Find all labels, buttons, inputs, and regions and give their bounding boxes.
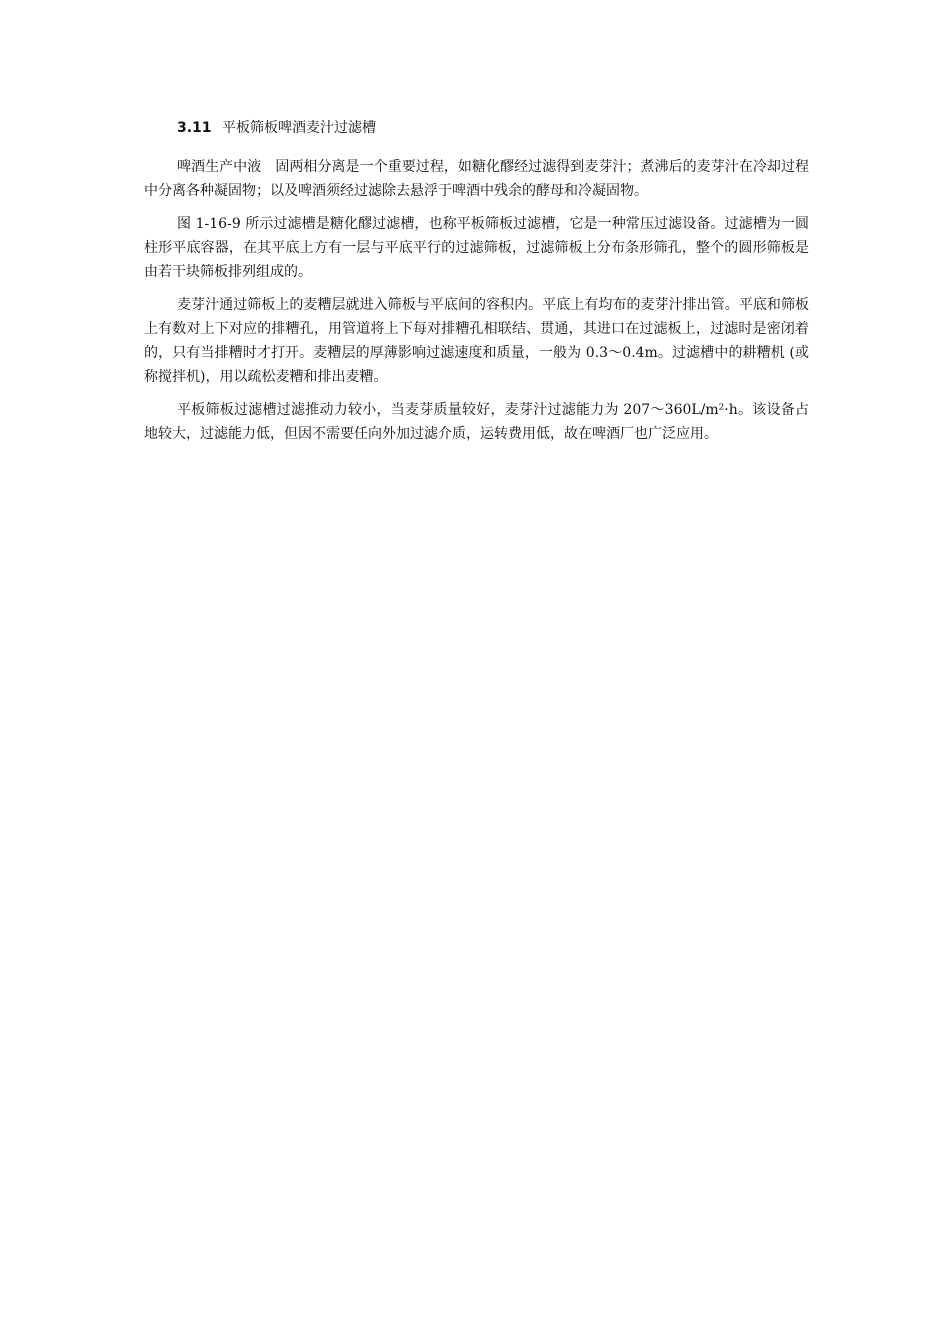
section-number: 3.11 — [177, 120, 212, 136]
paragraph-filter-tank-description: 图 1-16-9 所示过滤槽是糖化醪过滤槽，也称平板筛板过滤槽，它是一种常压过滤设备。过滤槽为一圆柱形平底容器，在其平底上方有一层与平底平行的过滤筛板，过滤筛板上分布条形筛孔，整个的圆形筛板是由若干块筛板排列组成的。 — [144, 216, 809, 280]
paragraph-capacity-and-application: 平板筛板过滤槽过滤推动力较小，当麦芽质量较好，麦芽汁过滤能力为 207～360L/m²·h。该设备占地较大，过滤能力低，但因不需要任向外加过滤介质，运转费用低，故在啤酒厂也广泛应用。 — [144, 402, 809, 442]
section-heading — [144, 117, 809, 139]
paragraph-separation-intro: 啤酒生产中液 固两相分离是一个重要过程，如糖化醪经过滤得到麦芽汁；煮沸后的麦芽汁在冷却过程中分离各种凝固物；以及啤酒须经过滤除去悬浮于啤酒中残余的酵母和冷凝固物。 — [144, 159, 809, 199]
paragraph-wort-flow-and-spent-grain: 麦芽汁通过筛板上的麦糟层就进入筛板与平底间的容积内。平底上有均布的麦芽汁排出管。平底和筛板上有数对上下对应的排糟孔，用管道将上下每对排糟孔相联结、贯通，其进口在过滤板上，过滤时是密闭着的，只有当排糟时才打开。麦糟层的厚薄影响过滤速度和质量，一般为 0.3～0.4m。过滤槽中的耕糟机 (或称搅拌机)，用以疏松麦糟和排出麦糟。 — [144, 297, 809, 385]
section-title: 平板筛板啤酒麦汁过滤槽 — [222, 120, 376, 136]
document-page — [144, 117, 809, 455]
